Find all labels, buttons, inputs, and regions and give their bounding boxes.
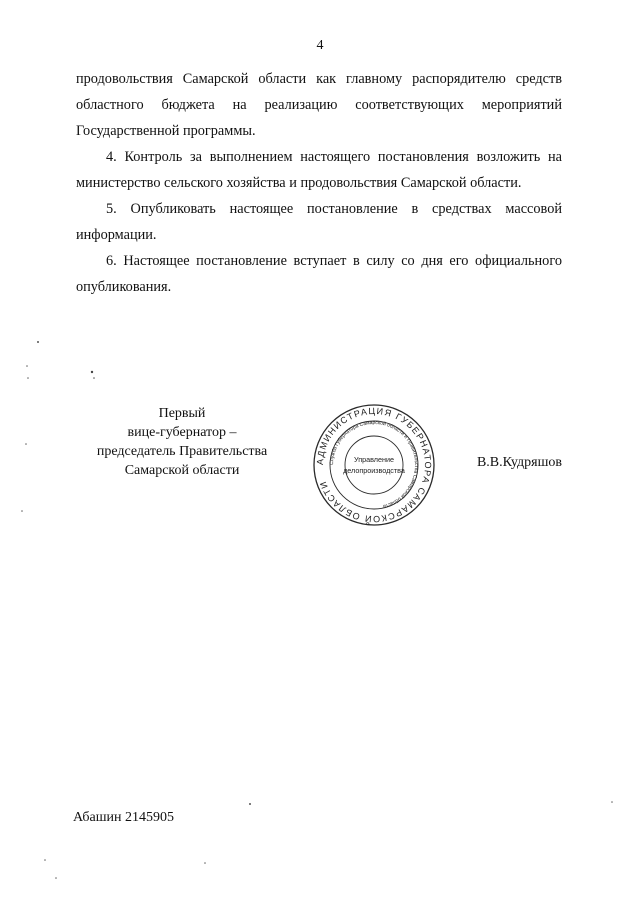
executor-contact: Абашин 2145905 (73, 810, 175, 825)
signatory-title-line: Первый (158, 406, 206, 421)
seal-outer-text: АДМИНИСТРАЦИЯ ГУБЕРНАТОРА САМАРСКОЙ ОБЛАСТИ (314, 405, 434, 525)
signatory-name: В.В.Кудряшов (476, 455, 562, 470)
official-seal (305, 403, 443, 527)
signatory-title-line: Самарской области (124, 463, 240, 478)
signatory-title (62, 404, 302, 480)
seal-center-line: Управление (354, 455, 394, 464)
paragraph-item-6: 6. Настоящее постановление вступает в силу со дня его официального опубликования. (76, 253, 562, 295)
seal-inner-text: Служба Губернатора Самарской области и Правительства Самарской области (328, 419, 420, 509)
signatory-title-line: вице-губернатор – (127, 425, 237, 440)
seal-center-line: делопроизводства (343, 466, 405, 475)
document-body (76, 66, 562, 300)
page-number: 4 (316, 38, 324, 53)
paragraph: продовольствия Самарской области как главному распорядителю средств областного бюджета на реализацию соответствующих мероприятий Государственной программы. (76, 71, 562, 139)
signatory-title-line: председатель Правительства (96, 444, 268, 459)
paragraph-item-4: 4. Контроль за выполнением настоящего постановления возложить на министерство сельского хозяйства и продовольствия Самарской области. (76, 149, 562, 191)
paragraph-item-5: 5. Опубликовать настоящее постановление в средствах массовой информации. (76, 201, 562, 243)
